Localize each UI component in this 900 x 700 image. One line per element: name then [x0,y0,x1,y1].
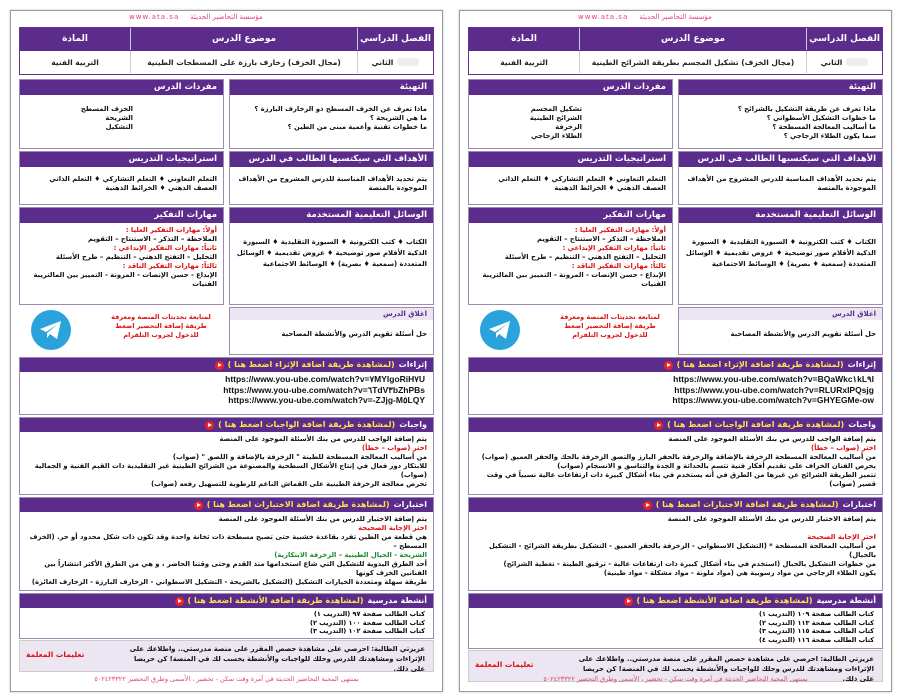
enrichment-title: إثراءات [847,360,876,369]
test-line: يتم إضافة الاختبار للدرس من بنك الأسئلة الموجود على المنصة [218,515,427,523]
close-title: اغلاق الدرس [679,308,882,320]
term-value: الثاني [357,51,433,73]
enrichment-link[interactable]: https://www.you-ube.com/watch?v=٧MYlgoRiH٧U [225,374,425,384]
test-line: اختر الإجابة الصحيحة [358,524,427,532]
telegram-banner[interactable] [19,307,222,359]
intro-line: ما هي الشريحة ؟ [370,114,427,122]
telegram-text[interactable]: لمتابعة تحديثات المنصة ومعرفة طريقة إضافة التحضير اضغط للدخول لجروب التلقرام [111,313,211,339]
topic-value: (مجال الخزف) تشكيل المجسم بطريقة الشرائح الطينية [579,51,806,73]
youtube-icon[interactable] [194,501,203,510]
tests-box [468,497,883,591]
strategies-box [19,151,224,205]
vocab-line: تشكيل المجسم [530,105,582,113]
lesson-info-table [19,27,434,75]
youtube-icon[interactable] [643,501,652,510]
skills-title: مهارات التفكير [20,208,223,223]
lesson-info-table [468,27,883,75]
goals-text: يتم تحديد الأهداف المناسبة للدرس المشروح من الأهداف الموجودة بالمنصة [238,175,427,192]
notes-label: تعليمات المعلمة [26,650,85,659]
subject-value: التربية الفنية [500,57,548,67]
skill-text: التحليل – التفتح الذهني – التنظيم – طرح الأسئلة [55,253,217,261]
homework-line: من أساليب المعالجة المسطحة للطينة " الزخرفة بالإضافة و اللصق " (صواب) [172,453,427,461]
enrichment-box [468,357,883,415]
homework-line: يحرص الفنان الخزاف على تقديم أفكار فنية تتسم بالحداثة و الجدة والتناسق و الانسجام (صواب) [557,462,876,470]
close-box [229,307,434,355]
homework-box [468,417,883,495]
activities-cta[interactable]: (لمشاهدة طريقة اضافة الأنشطة اضغط هنا ) [187,596,364,605]
strategies-title: استراتيجيات التدريس [469,152,672,167]
youtube-icon[interactable] [654,421,663,430]
intro-box [229,79,434,149]
enrichment-link[interactable]: https://www.you-ube.com/watch?v=RLURxIPQsjg [674,384,874,395]
skill-text: الملاحظة – التذكر – الاستنتاج – التقويم [537,235,666,243]
skill-text: الملاحظة – التذكر – الاستنتاج – التقويم [88,235,217,243]
enrichment-box [19,357,434,415]
tests-title: اختبارات [393,500,427,509]
topic-header: موضوع الدرس [579,28,806,50]
lesson-page-2 [459,10,892,692]
strategies-box [468,151,673,205]
page-footer: بمنتهى المحبة التحاضير الحديثة في آمرة وقت سكن - تحضير ، الأسمى وطرق التحضير ٥٠٢٤٢٣٣٢٢ [94,675,359,683]
intro-line: سما يكون الطلاء الزجاجي ؟ [783,132,876,140]
homework-line: اختر (صواب – خطأ) [361,444,427,452]
enrichment-link[interactable]: https://www.you-ube.com/watch?v=-ZJjg-M٥LQY [228,395,425,405]
close-box [678,307,883,355]
vocab-line: الشرائح الطينية [529,114,582,122]
skill-heading: ثانياً: مهارات التفكير الإبداعي : [562,244,666,252]
test-line: يكون الطلاء الزجاجي من مواد رسوبية هي (مواد ملونة - مواد مشكلة - مواد طينية) [603,569,876,577]
intro-title: التهيئة [679,80,882,95]
homework-line: يتم إضافة الواجب للدرس من بنك الأسئلة الموجود على المنصة [668,435,876,443]
skill-heading: ثالثاً: مهارات التفكير الناقد : [571,262,666,270]
test-line: طريقة سهلة ومتعددة الخيارات التشكيل (التشكيل بالشريحة - التشكيل الاسطواني - الزخارف البارزة - الزخارف الغائرة) [31,578,427,586]
test-line: هي قطعة من الطين تفرد بقاعدة خشبية حتى تصبح مسطحة ذات ثخانة واحدة وقد تكون ذات شكل محدود أو حر. (الخزف المسطح – [29,533,427,550]
homework-cta[interactable]: (لمشاهدة طريقة اضافة الواجبات اضغط هنا ) [218,420,396,429]
youtube-icon[interactable] [215,361,224,370]
intro-line: ماذا تعرف عن الخزف المسطح ذو الزخارف البارزة ؟ [254,105,427,113]
subject-header: المادة [62,34,88,44]
vocab-title: مفردات الدرس [469,80,672,95]
close-title: اغلاق الدرس [230,308,433,320]
vocab-line: الطلاء الزجاجي [531,132,582,140]
strategies-title: استراتيجيات التدريس [20,152,223,167]
vocab-line: التشكيل [105,123,133,131]
homework-line: تتميز الطريقة الشرائح عن غيرها من الطرق في أنه يستخدم في بناء أشكال كبيرة ذات ارتفاعات عالية نسبياً في وقت قصير (صواب) [486,471,876,488]
aids-text: الكتاب ♦ كتب الكترونية ♦ السبورة التقليدية ♦ السبورة الذكية الأقلام صور توضيحية ♦ عروض تقديمية ♦ الوسائل المتعددة (سمعية ♦ بصرية) ♦ الوسائط الاجتماعية [236,238,427,268]
test-line: الشريحة - الحبال الطينية – الزخرفة الابتكارية) [274,551,427,559]
activity-line: كتاب الطالب صفحة ١٠٠ (التدريب ٢) [309,618,425,627]
topic-value: (مجال الخزف) زخارف بارزة على المسطحات الطينية [130,51,357,73]
aids-title: الوسائل التعليمية المستخدمة [230,208,433,223]
goals-title: الأهداف التي سيكتسبها الطالب في الدرس [679,152,882,167]
tests-title: اختبارات [842,500,876,509]
strategies-text: التعلم التعاوني ♦ التعلم التشاركي ♦ التعلم الذاتي العصف الذهني ♦ الخرائط الذهنية [49,175,217,192]
telegram-icon[interactable] [31,310,71,350]
homework-line: من أساليب المعالجة المسطحة الزخرفة بالإضافة والزخرفة بالحفر البارز والتصق الزخرفة بالحك والحفر العميق (صواب) [481,453,876,461]
test-line: اختر الإجابة الصحيحة [807,533,876,541]
teacher-notes [19,640,434,672]
tests-box [19,497,434,591]
close-text: حل أسئلة تقويم الدرس والأنشطة المصاحبة [281,330,427,338]
goals-text: يتم تحديد الأهداف المناسبة للدرس المشروح من الأهداف الموجودة بالمنصة [687,175,876,192]
homework-line: اختر (صواب – خطأ) [810,444,876,452]
homework-line: يتم إضافة الواجب للدرس من بنك الأسئلة الموجود على المنصة [219,435,427,443]
tests-cta[interactable]: (لمشاهدة طريقة اضافة الاختبارات اضغط هنا ) [655,500,839,509]
activity-line: كتاب الطالب صفحة ١٠٩ (التدريب ١) [758,610,874,618]
site-url[interactable]: www.ata.sa [129,13,180,21]
skills-title: مهارات التفكير [469,208,672,223]
activity-line: كتاب الطالب صفحة ١٠٢ (التدريب ٣) [309,627,425,635]
telegram-banner[interactable] [468,307,671,359]
homework-title: واجبات [848,420,876,429]
homework-title: واجبات [399,420,427,429]
intro-box [678,79,883,149]
youtube-icon[interactable] [624,597,633,606]
strategies-text: التعلم التعاوني ♦ التعلم التشاركي ♦ التعلم الذاتي العصف الذهني ♦ الخرائط الذهنية [498,175,666,192]
skill-heading: أولاً: مهارات التفكير العليا : [125,226,217,234]
enrichment-title: إثراءات [398,360,427,369]
page-footer: بمنتهى المحبة التحاضير الحديثة في آمرة وقت سكن - تحضير ، الأسمى وطرق التحضير ٥٠٢٤٢٣٣٢٢ [543,675,808,683]
intro-title: التهيئة [230,80,433,95]
homework-line: تحرص معالجة الزخرفة الطينية على القماش الناعم للرطوبة للتسهيل رفعه (صواب) [151,480,427,488]
enrichment-link[interactable]: https://www.you-ube.com/watch?v=GHYEGMe-ow [672,395,874,405]
close-text: حل أسئلة تقويم الدرس والأنشطة المصاحبة [730,330,876,338]
skill-heading: أولاً: مهارات التفكير العليا : [574,226,666,234]
term-header: الفصل الدراسي [806,28,882,50]
vocab-line: الشريحة [105,114,133,122]
telegram-icon[interactable] [480,310,520,350]
test-line: أحد الطرق اليدوية للتشكيل التي شاع استخدامها منذ القدم وحتى وقتنا الحاضر ، و هي من الطرق الأكثر انتشاراً بين الفنانين الخزف كونها [44,560,427,577]
activities-cta[interactable]: (لمشاهدة طريقة اضافة الأنشطة اضغط هنا ) [636,596,813,605]
youtube-icon[interactable] [175,597,184,606]
youtube-icon[interactable] [205,421,214,430]
enrichment-link[interactable]: https://www.you-ube.com/watch?v=٦TdV٣bZhPBs [223,384,425,395]
skill-text: التحليل – التفتح الذهني – التنظيم – طرح الأسئلة [504,253,666,261]
term-value: الثاني [806,51,882,73]
activity-line: كتاب الطالب صفحة ١١٣ (التدريب ٢) [758,618,874,627]
activities-box [19,593,434,639]
enrichment-cta[interactable]: (لمشاهدة طريقة اضافة الإثراء اضغط هنا ) [227,360,395,369]
topic-header: موضوع الدرس [130,28,357,50]
activities-title: أنشطة مدرسية [816,596,876,605]
activities-box [468,593,883,649]
vocab-line: الزخرفة [555,123,582,131]
goals-title: الأهداف التي سيكتسبها الطالب في الدرس [230,152,433,167]
vocab-box [19,79,224,149]
term-header: الفصل الدراسي [357,28,433,50]
activity-line: كتاب الطالب صفحة ١١٦ (التدريب ٤) [758,635,874,644]
vocab-line: الخزف المسطح [80,105,133,113]
goals-box [678,151,883,205]
subject-value: التربية الفنية [51,57,99,67]
activity-line: كتاب الطالب صفحة ٩٧ (التدريب ١) [313,610,425,618]
intro-line: ما أساليب المعالجة المسطحة ؟ [772,123,876,131]
goals-box [229,151,434,205]
intro-line: ما خطوات تقنية وأعمية مبنى من الطين ؟ [287,123,427,131]
skill-heading: ثانياً: مهارات التفكير الإبداعي : [113,244,217,252]
test-line: يتم إضافة الاختبار للدرس من بنك الأسئلة الموجود على المنصة [667,515,876,523]
homework-line: للابتكار دور فعال في إنتاج الأشكال السطحية والمصنوعة من الشرائح الطينية غير التقليدية ذات القيم الفنية و الجمالية (صواب) [34,462,427,479]
activity-line: كتاب الطالب صفحة ١١٥ (التدريب ٣) [758,627,874,635]
intro-line: ماذا تعرف عن طريقة التشكيل بالشرائح ؟ [737,105,876,113]
site-name: مؤسسة التحاضير الحديثة [639,13,712,21]
site-header [468,13,883,25]
skills-box [468,207,673,305]
aids-text: الكتاب ♦ كتب الكترونية ♦ السبورة التقليدية ♦ السبورة الذكية الأقلام صور توضيحية ♦ عروض تقديمية ♦ الوسائل المتعددة (سمعية ♦ بصرية) ♦ الوسائط الاجتماعية [685,238,876,268]
enrichment-cta[interactable]: (لمشاهدة طريقة اضافة الإثراء اضغط هنا ) [676,360,844,369]
enrichment-link[interactable]: https://www.you-ube.com/watch?v=BQaWkc١kL٩I [673,374,874,384]
test-line: من خطوات التشكيل بالحبال (استخدم في بناء أشكال كبيرة ذات ارتفاعات عالية - ترقيق الطينة - تغطية الشرائح) [503,560,876,568]
lesson-page-1 [10,10,443,692]
site-name: مؤسسة التحاضير الحديثة [190,13,263,21]
aids-box [229,207,434,305]
skill-text: الإبداع - حسن الإنصات - المرونة - التمييز بين المالتريبة الفنيات [33,271,217,288]
homework-cta[interactable]: (لمشاهدة طريقة اضافة الواجبات اضغط هنا ) [667,420,845,429]
homework-box [19,417,434,495]
telegram-text[interactable]: لمتابعة تحديثات المنصة ومعرفة طريقة إضافة التحضير اضغط للدخول لجروب التلقرام [560,313,660,339]
youtube-icon[interactable] [664,361,673,370]
skills-box [19,207,224,305]
subject-header: المادة [511,34,537,44]
vocab-title: مفردات الدرس [20,80,223,95]
activities-title: أنشطة مدرسية [367,596,427,605]
aids-title: الوسائل التعليمية المستخدمة [679,208,882,223]
notes-label: تعليمات المعلمة [475,660,534,669]
intro-line: ما خطوات التشكيل الأسطواني ؟ [766,114,876,122]
notes-text: عزيزتي الطالبة: احرصي على مشاهدة حصص المقرر على منصة مدرستي.. واطلاعك على الإثراءات ومشاهدتك للدرس وحلك للواجبات والأنشطة يحسب لك في المنصة! كن حريصا على ذلك. [578,655,874,683]
skill-heading: ثالثاً: مهارات التفكير الناقد : [122,262,217,270]
vocab-box [468,79,673,149]
site-header [19,13,434,25]
test-line [475,524,876,533]
aids-box [678,207,883,305]
notes-text: عزيزتي الطالبة: احرصي على مشاهدة حصص المقرر على منصة مدرستي.. واطلاعك على الإثراءات ومشاهدتك للدرس وحلك للواجبات والأنشطة يحسب لك في المنصة! كن حريصا على ذلك. [129,645,425,673]
site-url[interactable]: www.ata.sa [578,13,629,21]
test-line: من أساليب المعالجة المسطحة * (التشكيل الاسطواني - الزخرفة بالحفر العميق - التشكيل بطريقة الشرائح - التشكيل بالحبال) [488,542,876,559]
tests-cta[interactable]: (لمشاهدة طريقة اضافة الاختبارات اضغط هنا ) [206,500,390,509]
skill-text: الإبداع - حسن الإنصات - المرونة - التمييز بين المالتريبة الفنيات [482,271,666,288]
